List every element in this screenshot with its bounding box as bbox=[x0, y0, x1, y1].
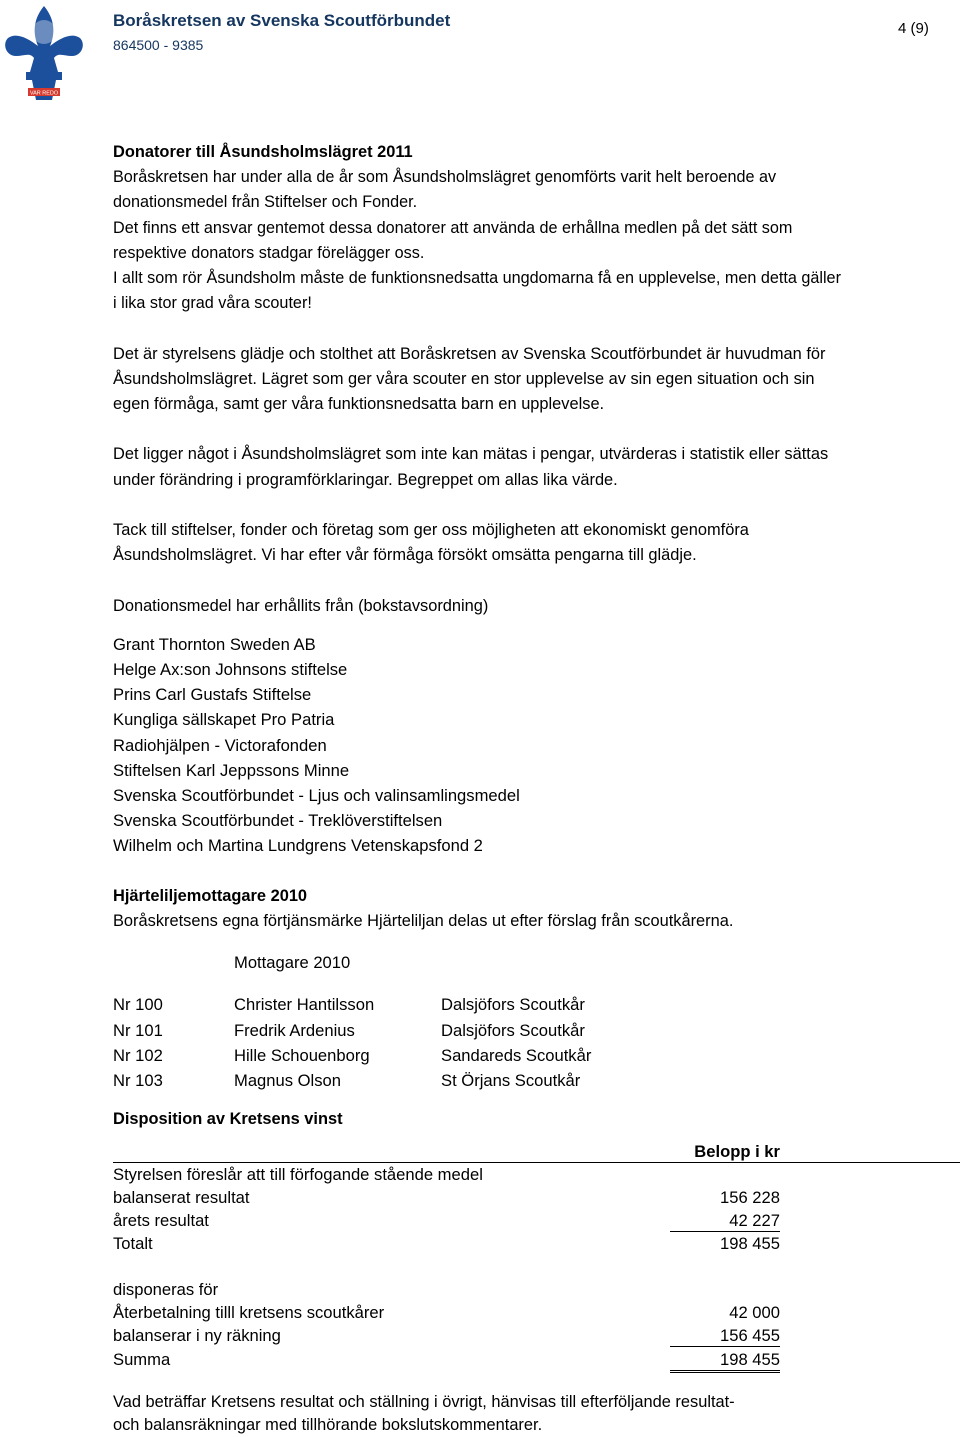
table-row: disponeras för bbox=[113, 1280, 219, 1300]
table-row: årets resultat 42 227 bbox=[113, 1211, 780, 1231]
disposition-heading: Disposition av Kretsens vinst bbox=[113, 1110, 343, 1129]
table-row bbox=[113, 1136, 960, 1163]
svg-text:VAR REDO: VAR REDO bbox=[29, 90, 59, 97]
table-row: balanserar i ny räkning 156 455 bbox=[113, 1326, 780, 1346]
donors-paragraph-2: Det är styrelsens glädje och stolthet att Boråskretsen av Svenska Scoutförbundet är huvudman för Åsundsholmslägret. Lägret som ger våra scouter en stor upplevelse av sin egen situation och sin egen förmåga, samt ger våra funktionsnedsatta barn en upplevelse. bbox=[113, 344, 826, 414]
table-row: Nr 102 Hille Schouenborg Sandareds Scoutkår bbox=[113, 1045, 592, 1065]
donors-paragraph-4: Tack till stiftelser, fonder och företag som ger oss möjligheten att ekonomiskt genomföra Åsundsholmslägret. Vi har efter vår förmåga försökt omsätta pengarna till glädje. bbox=[113, 521, 749, 565]
list-item: Helge Ax:son Johnsons stiftelse bbox=[113, 660, 348, 679]
donors-paragraph-3: Det ligger något i Åsundsholmslägret som inte kan mätas i pengar, utvärderas i statistik eller sättas under förändring i programförklaringar. Begreppet om allas lika värde. bbox=[113, 445, 829, 489]
list-item: Prins Carl Gustafs Stiftelse bbox=[113, 685, 312, 705]
list-item: Grant Thornton Sweden AB bbox=[113, 634, 316, 654]
donors-paragraph-1: Boråskretsen har under alla de år som Åsundsholmslägret genomförts varit helt beroende av donationsmedel från Stiftelser och Fonder. Det finns ett ansvar gentemot dessa donatorer att använda de erhållna medlen på det sätt som respektive donators stadgar förelägger oss. I allt som rör Åsundsholm måste de funktionsnedsatta ungdomarna få en upplevelse, men detta gäller i lika stor grad våra scouter! bbox=[113, 168, 841, 313]
donor-list bbox=[113, 632, 953, 859]
table-row: Totalt 198 455 bbox=[113, 1234, 780, 1254]
table-row: balanserat resultat 156 228 bbox=[113, 1188, 780, 1208]
amount-header: Belopp i kr bbox=[694, 1142, 780, 1162]
scout-logo bbox=[2, 2, 86, 110]
donations-intro: Donationsmedel har erhållits från (bokstavsordning) bbox=[113, 596, 489, 615]
table-row: Summa 198 455 bbox=[113, 1347, 960, 1373]
list-item: Wilhelm och Martina Lundgrens Vetenskapsfond 2 bbox=[113, 836, 483, 856]
recipients-header: Mottagare 2010 bbox=[234, 953, 351, 973]
table-row: Nr 100 Christer Hantilsson Dalsjöfors Scoutkår bbox=[113, 995, 585, 1015]
closing-paragraph: Vad beträffar Kretsens resultat och ställning i övrigt, hänvisas till efterföljande resultat- och balansräkningar med tillhörande bokslutskommentarer. bbox=[113, 1393, 735, 1435]
page-number: 4 (9) bbox=[898, 20, 929, 37]
award-text: Boråskretsens egna förtjänsmärke Hjärteliljan delas ut efter förslag från scoutkårerna. bbox=[113, 912, 734, 931]
disposition-table bbox=[113, 1136, 960, 1373]
list-item: Stiftelsen Karl Jeppssons Minne bbox=[113, 760, 350, 780]
organization-name: Boråskretsen av Svenska Scoutförbundet bbox=[113, 11, 451, 30]
table-row: Återbetalning tilll kretsens scoutkårer 42 000 bbox=[113, 1303, 780, 1323]
donors-heading: Donatorer till Åsundsholmslägret 2011 bbox=[113, 143, 413, 161]
table-row: Styrelsen föreslår att till förfogande stående medel bbox=[113, 1165, 483, 1185]
table-row: Nr 101 Fredrik Ardenius Dalsjöfors Scoutkår bbox=[113, 1020, 585, 1040]
table-row bbox=[113, 1255, 960, 1278]
list-item: Svenska Scoutförbundet - Treklöverstiftelsen bbox=[113, 811, 443, 831]
document-body bbox=[113, 140, 953, 1437]
list-item: Svenska Scoutförbundet - Ljus och valinsamlingsmedel bbox=[113, 786, 520, 806]
list-item: Radiohjälpen - Victorafonden bbox=[113, 735, 327, 755]
table-row: Nr 103 Magnus Olson St Örjans Scoutkår bbox=[113, 1071, 581, 1091]
award-heading: Hjärteliljemottagare 2010 bbox=[113, 886, 308, 905]
organization-number: 864500 - 9385 bbox=[113, 37, 204, 53]
recipients-table bbox=[113, 950, 953, 1093]
list-item: Kungliga sällskapet Pro Patria bbox=[113, 710, 335, 730]
